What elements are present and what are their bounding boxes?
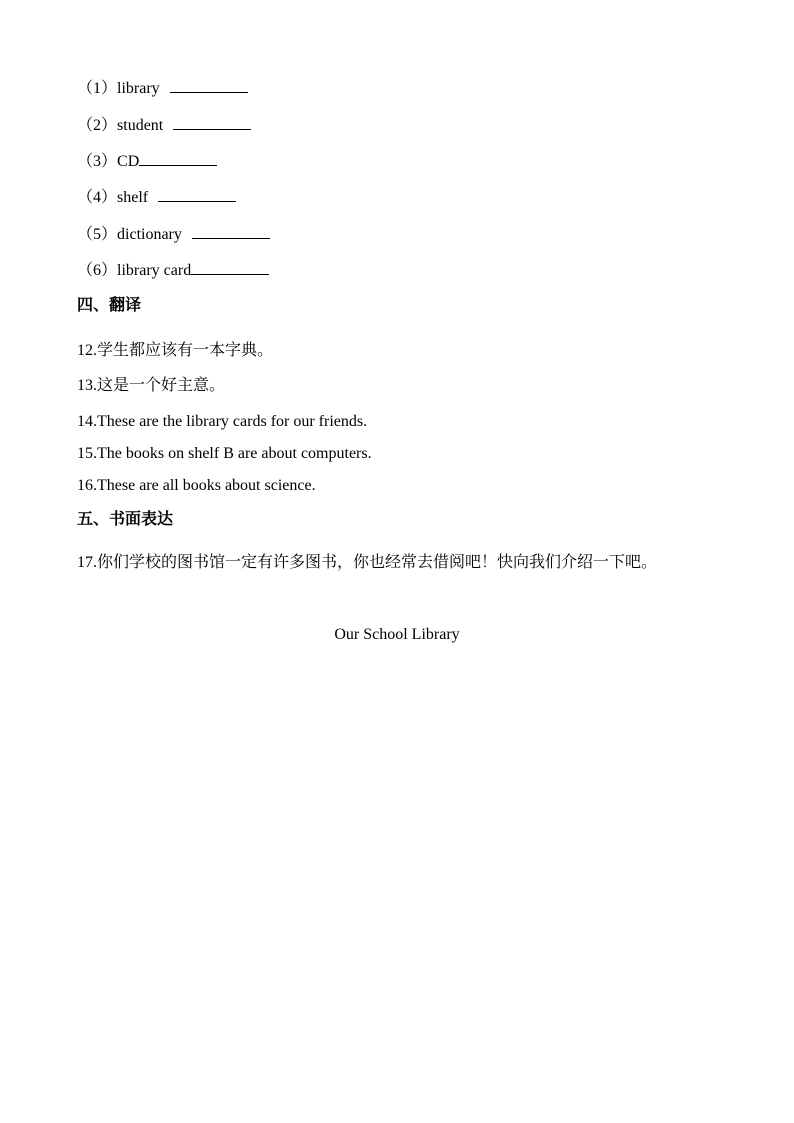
answer-blank[interactable] [170,78,248,93]
vocab-word: library card [117,262,192,279]
vocab-number: （4） [77,189,118,206]
vocab-number: （2） [77,117,118,134]
essay-title: Our School Library [334,626,460,643]
vocab-word: shelf [117,189,153,206]
answer-blank[interactable] [139,151,217,166]
vocab-word: library [117,80,164,97]
vocab-item-4 [77,187,236,208]
vocab-number: （3） [77,153,118,170]
answer-blank[interactable] [192,224,270,239]
vocab-word: student [117,117,168,134]
answer-blank[interactable] [173,115,251,130]
section-heading-translate: 四、翻译 [77,297,142,314]
vocab-item-1 [77,78,248,99]
vocab-item-3 [77,151,217,172]
vocab-item-5 [77,224,270,245]
vocab-number: （1） [77,80,118,97]
translate-item-12: 12.学生都应该有一本字典。 [77,342,274,359]
vocab-word: dictionary [117,226,186,243]
translate-item-14: 14.These are the library cards for our friends. [77,413,368,430]
section-heading-writing: 五、书面表达 [77,511,174,528]
vocab-number: （6） [77,262,118,279]
answer-blank[interactable] [191,260,269,275]
answer-blank[interactable] [158,187,236,202]
vocab-number: （5） [77,226,118,243]
vocab-item-2 [77,115,251,136]
translate-item-13: 13.这是一个好主意。 [77,377,226,394]
translate-item-16: 16.These are all books about science. [77,477,316,494]
vocab-word: CD [117,153,140,170]
translate-item-15: 15.The books on shelf B are about computers. [77,445,372,462]
writing-prompt: 17.你们学校的图书馆一定有许多图书，你也经常去借阅吧！快向我们介绍一下吧。 [77,554,658,571]
vocab-item-6 [77,260,269,281]
